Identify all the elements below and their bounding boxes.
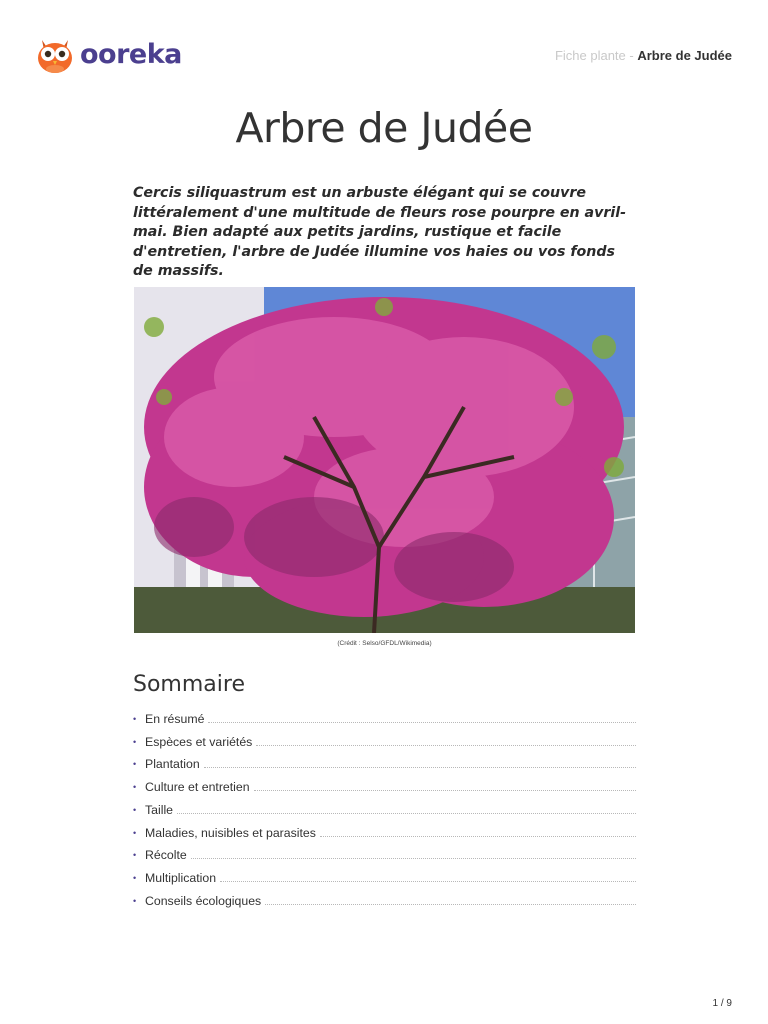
toc-item-label: Plantation bbox=[145, 757, 200, 772]
table-of-contents bbox=[133, 704, 636, 909]
dotted-leader bbox=[320, 836, 636, 837]
toc-item[interactable] bbox=[133, 795, 636, 818]
bullet-icon: • bbox=[133, 850, 137, 861]
judas-tree-photo bbox=[134, 287, 635, 633]
dotted-leader bbox=[208, 722, 636, 723]
bullet-icon: • bbox=[133, 873, 137, 883]
toc-item[interactable] bbox=[133, 841, 636, 864]
bullet-icon: • bbox=[133, 736, 137, 747]
toc-item-label: Multiplication bbox=[145, 871, 217, 885]
bullet-icon: • bbox=[133, 759, 137, 770]
toc-item[interactable] bbox=[133, 750, 636, 773]
bullet-icon: • bbox=[133, 895, 137, 906]
ooreka-logo[interactable] bbox=[36, 34, 186, 74]
dotted-leader bbox=[220, 881, 636, 882]
dotted-leader bbox=[256, 745, 636, 746]
toc-item-label: Espèces et variétés bbox=[145, 734, 253, 749]
toc-item-label: Taille bbox=[145, 802, 174, 817]
toc-item[interactable] bbox=[133, 727, 636, 750]
breadcrumb-separator: - bbox=[625, 48, 638, 63]
toc-item[interactable] bbox=[133, 818, 636, 841]
toc-item-label: Culture et entretien bbox=[145, 780, 250, 794]
logo-wordmark: ooreka bbox=[80, 38, 182, 70]
toc-item-label: Récolte bbox=[145, 848, 187, 863]
photo-credit: (Crédit : Selso/GFDL/Wikimedia) bbox=[337, 640, 432, 647]
breadcrumb bbox=[555, 48, 732, 63]
dotted-leader bbox=[265, 904, 636, 905]
toc-item-label: En résumé bbox=[145, 711, 205, 726]
dotted-leader bbox=[204, 767, 636, 768]
toc-item[interactable] bbox=[133, 772, 636, 795]
bullet-icon: • bbox=[133, 827, 137, 838]
breadcrumb-current: Arbre de Judée bbox=[637, 48, 732, 63]
intro-paragraph: Cercis siliquastrum est un arbuste élégant qui se couvre littéralement d'une multitude de fleurs rose pourpre en avril-mai. Bien adapté aux petits jardins, rustique et facile d'entretien, l'arbre de Judée illumine vos haies ou vos fonds de massifs. bbox=[133, 185, 626, 280]
page-title: Arbre de Judée bbox=[235, 104, 533, 152]
dotted-leader bbox=[177, 813, 636, 814]
bullet-icon: • bbox=[133, 713, 137, 724]
bullet-icon: • bbox=[133, 804, 137, 815]
bullet-icon: • bbox=[133, 782, 137, 792]
toc-item-label: Maladies, nuisibles et parasites bbox=[145, 825, 316, 840]
toc-item[interactable] bbox=[133, 863, 636, 886]
toc-heading: Sommaire bbox=[133, 672, 245, 697]
page-number: 1 / 9 bbox=[712, 998, 732, 1009]
dotted-leader bbox=[254, 790, 636, 791]
toc-item[interactable] bbox=[133, 704, 636, 727]
toc-item-label: Conseils écologiques bbox=[145, 893, 262, 908]
breadcrumb-category[interactable]: Fiche plante bbox=[554, 48, 626, 63]
toc-item[interactable] bbox=[133, 886, 636, 909]
owl-mascot-icon bbox=[36, 34, 74, 74]
dotted-leader bbox=[191, 858, 636, 859]
